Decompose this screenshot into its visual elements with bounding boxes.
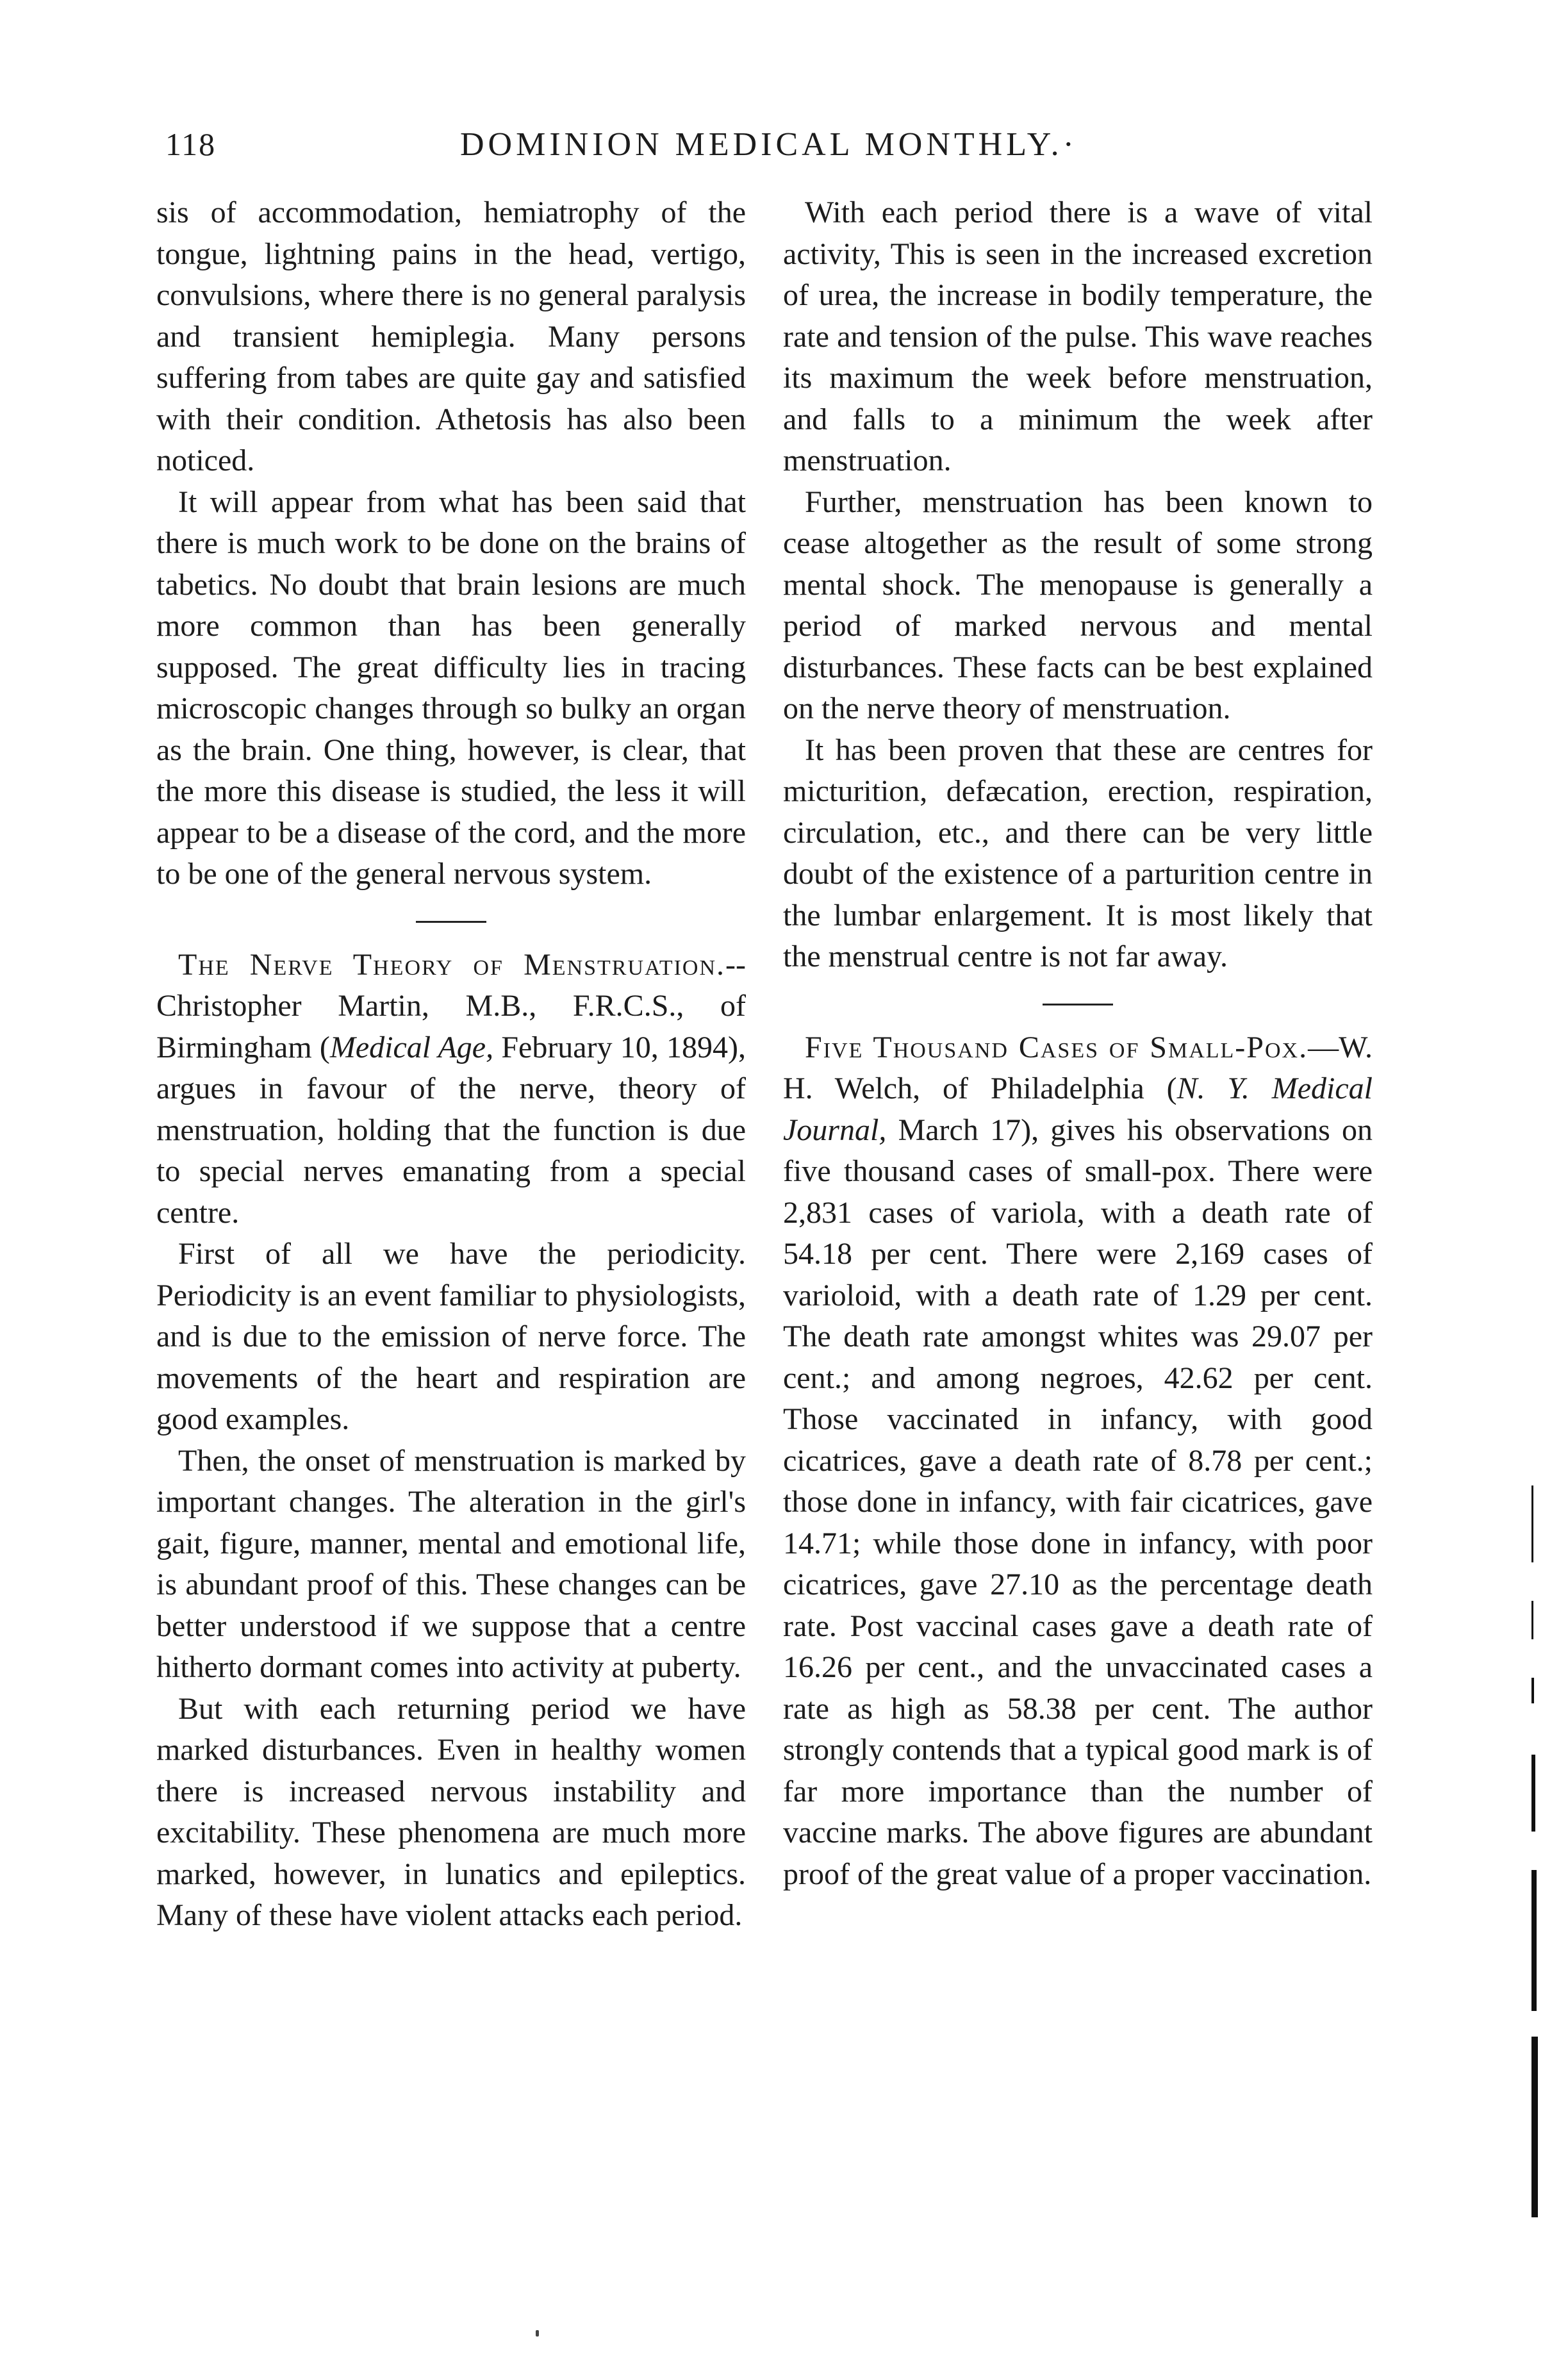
paragraph-centres: It has been proven that these are centres for micturition, defæcation, erection, respiration, circulation, etc., and there can be very little doubt of the existence of a parturition centre in the lumbar enlargement. It is most likely that the menstrual centre is not far away. — [783, 732, 1373, 973]
paragraph-tabetic-brains: It will appear from what has been said that there is much work to be done on the brains of tabetics. No doubt that brain lesions are much more common than has been generally supposed. The great difficulty lies in tracing microscopic changes through so bulky an organ as the brain. One thing, however, is clear, that the more this disease is studied, the less it will appear to be a disease of the cord, and the more to be one of the general nervous system. — [156, 484, 746, 891]
paragraph-smallpox — [783, 1027, 1373, 1896]
page-number: 118 — [165, 126, 217, 162]
smallpox-intro-text-b: March 17), gives his observations on five thousand cases of small-pox. There were 2,831 cases of variola, with a death rate of 54.18 per cent. There were 2,169 cases of varioloid, with a death rate of 1.29 per cent. The death rate amongst whites was 29.07 per cent.; and among negroes, 42.62 per cent. Those vaccinated in infancy, with good cicatrices, gave a death rate of 8.78 per cent.; those done in infancy, with fair cicatrices, gave 14.71; while those done in infancy, with poor cicatrices, gave 27.10 as the percentage death rate. Post vaccinal cases gave a death rate of 16.26 per cent., and the unvaccinated cases a rate as high as 58.38 per cent. The author strongly contends that a typical good mark is of far more importance than the number of vaccine marks. The above figures are abundant proof of the great value of a proper vaccination. — [783, 1113, 1373, 1891]
section-divider — [1043, 1004, 1113, 1005]
paragraph-mental-shock: Further, menstruation has been known to cease altogether as the result of some strong mental shock. The menopause is generally a period of marked nervous and mental disturbances. These facts can be best explained on the nerve theory of menstruation. — [783, 484, 1373, 725]
scan-edge-mark — [1529, 1485, 1537, 2217]
paragraph-periodicity: First of all we have the periodicity. Periodicity is an event familiar to physiologists, and is due to the emission of nerve force. The movements of the heart and respiration are good examples. — [156, 1237, 746, 1436]
right-column — [783, 192, 1373, 1895]
left-column — [156, 192, 746, 1937]
journal-name-medical-age: Medical Age, — [329, 1030, 494, 1064]
scan-speck — [536, 2330, 539, 2337]
article-title-nerve-theory: The Nerve Theory of Menstruation. — [178, 947, 726, 982]
smallpox-intro-text-a: —W. H. Welch, of Philadelphia ( — [783, 1030, 1373, 1105]
article-title-smallpox: Five Thousand Cases of Small-Pox. — [805, 1030, 1308, 1064]
paragraph-onset: Then, the onset of menstruation is marked by important changes. The alteration in the girl's gait, figure, manner, mental and emotional life, is abundant proof of this. These changes can be better understood if we suppose that a centre hitherto dormant comes into activity at puberty. — [156, 1443, 746, 1684]
page-header — [165, 126, 1382, 170]
paragraph-tabes-symptoms: sis of accommodation, hemiatrophy of the tongue, lightning pains in the head, vertigo, convulsions, where there is no general paralysis and transient hemiplegia. Many persons suffering from tabes are quite gay and satisfied with their condition. Athetosis has also been noticed. — [156, 195, 746, 477]
paragraph-nerve-theory-intro — [156, 945, 746, 1234]
paragraph-vital-wave: With each period there is a wave of vital activity, This is seen in the increased excretion of urea, the increase in bodily temperature, the rate and tension of the pulse. This wave reaches its maximum the week before menstruation, and falls to a minimum the week after menstruation. — [783, 195, 1373, 477]
section-divider — [416, 921, 486, 923]
nerve-intro-text-a: --Christopher Martin, M.B., F.R.C.S., of Birmingham ( — [156, 947, 746, 1064]
journal-name-ny-medical-journal: N. Y. Medical Journal, — [783, 1071, 1373, 1147]
nerve-intro-text-b: February 10, 1894), argues in favour of the nerve, theory of menstruation, holding that the function is due to special nerves emanating from a special centre. — [156, 1030, 747, 1230]
paragraph-disturbances: But with each returning period we have marked disturbances. Even in healthy women there is increased nervous instability and excitability. These phenomena are much more marked, however, in lunatics and epileptics. Many of these have violent attacks each period. — [156, 1691, 746, 1932]
running-head: DOMINION MEDICAL MONTHLY.· — [460, 126, 1078, 163]
